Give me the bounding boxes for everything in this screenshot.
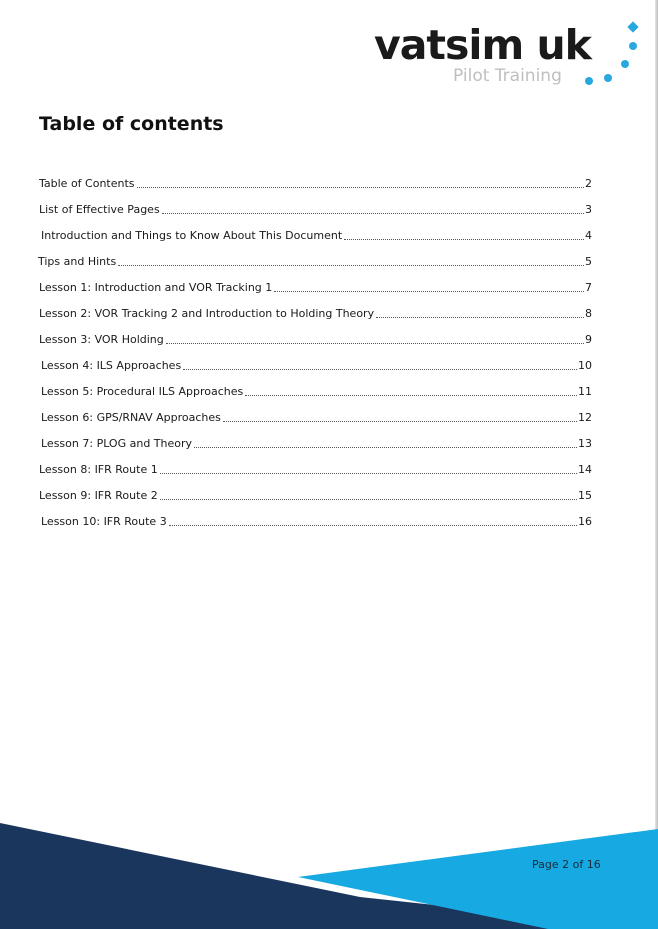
page-title: Table of contents: [39, 113, 224, 135]
toc-entry-page: 9: [585, 333, 592, 346]
toc-entry-label: Lesson 7: PLOG and Theory: [41, 437, 193, 450]
logo-dots-icon: [360, 12, 650, 92]
toc-entry-page: 4: [585, 229, 592, 242]
toc-leader-dots: [183, 368, 577, 370]
toc-entry[interactable]: [39, 331, 592, 347]
toc-leader-dots: [137, 186, 584, 188]
toc-entry-label: Lesson 4: ILS Approaches: [41, 359, 182, 372]
toc-entry-page: 10: [578, 359, 592, 372]
toc-leader-dots: [169, 524, 577, 526]
toc-entry-page: 15: [578, 489, 592, 502]
footer-graphic: [0, 815, 658, 929]
toc-entry-page: 8: [585, 307, 592, 320]
toc-entry-page: 11: [578, 385, 592, 398]
toc-entry[interactable]: [38, 253, 592, 269]
toc-entry[interactable]: [41, 513, 592, 529]
toc-entry-label: Lesson 10: IFR Route 3: [41, 515, 167, 528]
toc-leader-dots: [245, 394, 577, 396]
toc-entry[interactable]: [41, 227, 592, 243]
toc-entry-page: 2: [585, 177, 592, 190]
logo-subtitle: Pilot Training: [453, 66, 562, 86]
toc-leader-dots: [160, 498, 577, 500]
toc-entry[interactable]: [39, 461, 592, 477]
toc-leader-dots: [376, 316, 584, 318]
toc-entry[interactable]: [39, 279, 592, 295]
toc-entry-label: Lesson 3: VOR Holding: [39, 333, 164, 346]
toc-entry[interactable]: [41, 383, 592, 399]
toc-entry-page: 7: [585, 281, 592, 294]
toc-entry-label: Lesson 2: VOR Tracking 2 and Introduction to Holding Theory: [39, 307, 375, 320]
toc-entry-page: 5: [585, 255, 592, 268]
toc-leader-dots: [274, 290, 584, 292]
toc-entry[interactable]: [39, 487, 592, 503]
toc-entry-label: Lesson 1: Introduction and VOR Tracking 1: [39, 281, 273, 294]
toc-leader-dots: [160, 472, 577, 474]
toc-entry-page: 3: [585, 203, 592, 216]
toc-entry-label: Introduction and Things to Know About This Document: [41, 229, 343, 242]
toc-leader-dots: [223, 420, 577, 422]
toc-entry[interactable]: [41, 435, 592, 451]
toc-entry-label: Lesson 8: IFR Route 1: [39, 463, 158, 476]
toc-entry-label: Table of Contents: [39, 177, 135, 190]
toc-entry-page: 14: [578, 463, 592, 476]
toc-leader-dots: [194, 446, 577, 448]
toc-leader-dots: [166, 342, 584, 344]
toc-entry[interactable]: [39, 175, 592, 191]
toc-entry-label: Lesson 9: IFR Route 2: [39, 489, 158, 502]
footer-band: [0, 815, 658, 929]
toc-entry[interactable]: [39, 305, 592, 321]
toc-entry[interactable]: [41, 357, 592, 373]
toc-entry-label: Tips and Hints: [38, 255, 117, 268]
toc-entry-page: 16: [578, 515, 592, 528]
toc-entry[interactable]: [39, 201, 592, 217]
page-number: Page 2 of 16: [532, 858, 601, 871]
vatsim-uk-logo: [360, 12, 650, 92]
toc-entry-page: 13: [578, 437, 592, 450]
logo-wordmark: vatsim uk: [374, 21, 591, 69]
toc-entry[interactable]: [41, 409, 592, 425]
toc-leader-dots: [118, 264, 584, 266]
toc-entry-page: 12: [578, 411, 592, 424]
toc-entry-label: Lesson 5: Procedural ILS Approaches: [41, 385, 244, 398]
toc-entry-label: List of Effective Pages: [39, 203, 160, 216]
toc-entry-label: Lesson 6: GPS/RNAV Approaches: [41, 411, 221, 424]
toc-leader-dots: [344, 238, 584, 240]
toc-leader-dots: [162, 212, 584, 214]
